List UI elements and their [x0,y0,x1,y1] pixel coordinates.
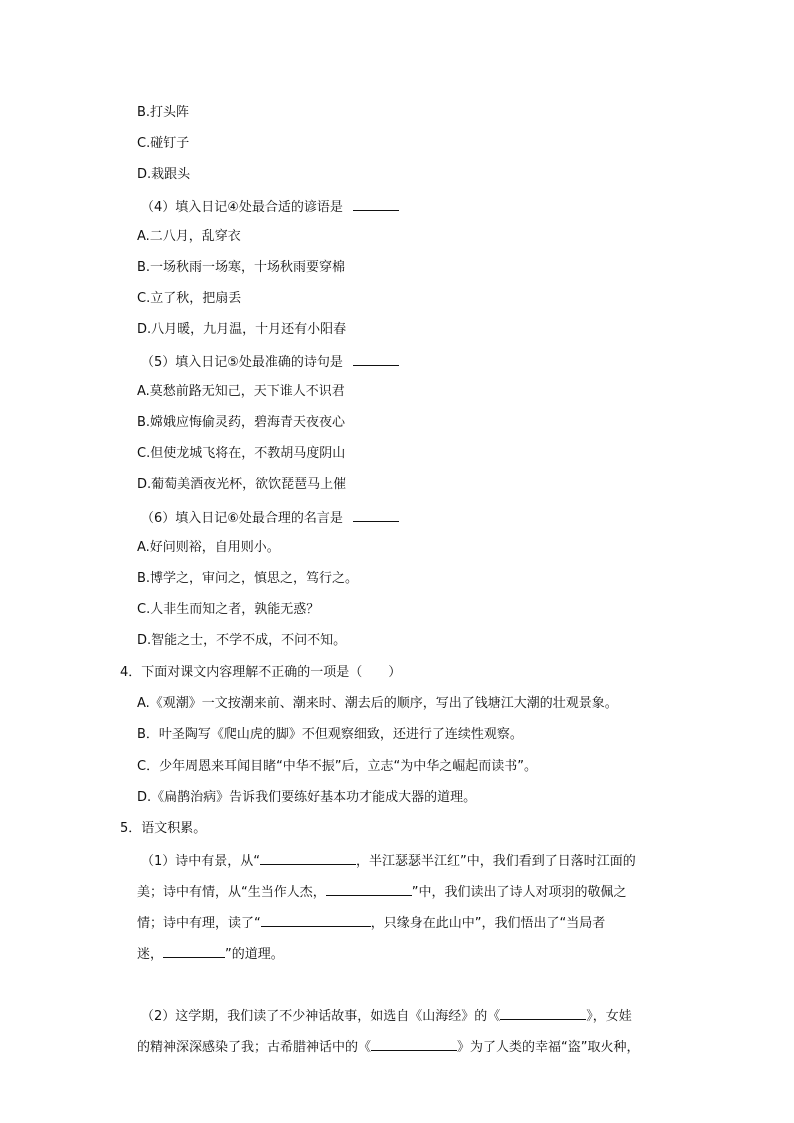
text: ，半江瑟瑟半江红”中，我们看到了日落时江面的 [356,854,636,869]
paragraph-2-line-2 [137,1037,640,1057]
q6-option-b: B.博学之，审问之，慎思之，笃行之。 [137,571,359,586]
text: 的精神深深感染了我；古希腊神话中的《 [137,1040,372,1055]
paragraph-1-line-3 [137,913,605,933]
paragraph-2-line-1 [141,1006,632,1026]
answer-blank[interactable] [353,197,399,211]
answer-blank[interactable] [353,508,399,522]
question-4-option-b: B．叶圣陶写《爬山虎的脚》不但观察细致，还进行了连续性观察。 [137,727,523,742]
option-c: C.碰钉子 [137,136,190,151]
q4-option-b: B.一场秋雨一场寒，十场秋雨要穿棉 [137,260,346,275]
q5-option-b: B.嫦娥应悔偷灵药，碧海青天夜夜心 [137,415,346,430]
paragraph-1-line-4 [137,944,284,964]
answer-blank[interactable] [500,1006,586,1020]
sub-question-4-stem: （4）填入日记④处最合适的谚语是 [141,200,343,215]
option-d: D.栽跟头 [137,167,191,182]
q4-option-d: D.八月暖，九月温，十月还有小阳春 [137,322,347,337]
q6-option-c: C.人非生而知之者，孰能无惑？ [137,602,320,617]
answer-blank[interactable] [353,352,399,366]
answer-blank[interactable] [163,944,225,958]
answer-blank[interactable] [260,851,356,865]
sub-question-4 [141,197,399,217]
sub-question-6 [141,508,399,528]
paragraph-1-line-1 [141,851,636,871]
answer-blank[interactable] [261,913,371,927]
sub-question-6-stem: （6）填入日记⑥处最合理的名言是 [141,511,343,526]
q5-option-d: D.葡萄美酒夜光杯，欲饮琵琶马上催 [137,477,347,492]
question-4-option-c: C．少年周恩来耳闻目睹“中华不振”后，立志“为中华之崛起而读书”。 [137,759,538,774]
text: （2）这学期，我们读了不少神话故事，如选自《山海经》的《 [141,1009,501,1024]
text: ，只缘身在此山中”，我们悟出了“当局者 [370,916,606,931]
q5-option-c: C.但使龙城飞将在，不教胡马度阴山 [137,446,346,461]
text: ”中，我们读出了诗人对项羽的敬佩之 [411,885,627,900]
text: 情；诗中有理，读了“ [137,916,261,931]
answer-blank[interactable] [326,882,412,896]
q4-option-c: C.立了秋，把扇丢 [137,291,242,306]
paragraph-1-line-2 [137,882,627,902]
q6-option-d: D.智能之士，不学不成，不问不知。 [137,633,347,648]
question-4-stem: 4．下面对课文内容理解不正确的一项是（ ） [120,665,402,680]
text: 》，女娃 [586,1009,632,1024]
q5-option-a: A.莫愁前路无知己，天下谁人不识君 [137,384,345,399]
sub-question-5 [141,352,399,372]
question-5-stem: 5．语文积累。 [120,821,207,836]
q6-option-a: A.好问则裕，自用则小。 [137,540,280,555]
text: ”的道理。 [225,947,284,962]
text: 迷， [137,947,164,962]
answer-blank[interactable] [371,1037,457,1051]
text: 美；诗中有情，从“生当作人杰， [137,885,326,900]
question-4-option-a: A.《观潮》一文按潮来前、潮来时、潮去后的顺序，写出了钱塘江大潮的壮观景象。 [137,696,618,711]
question-4-option-d: D.《扁鹊治病》告诉我们要练好基本功才能成大器的道理。 [137,790,477,805]
text: （1）诗中有景，从“ [141,854,261,869]
option-b: B.打头阵 [137,105,190,120]
sub-question-5-stem: （5）填入日记⑤处最准确的诗句是 [141,355,343,370]
q4-option-a: A.二八月，乱穿衣 [137,229,241,244]
text: 》为了人类的幸福“盗”取火种， [457,1040,640,1055]
